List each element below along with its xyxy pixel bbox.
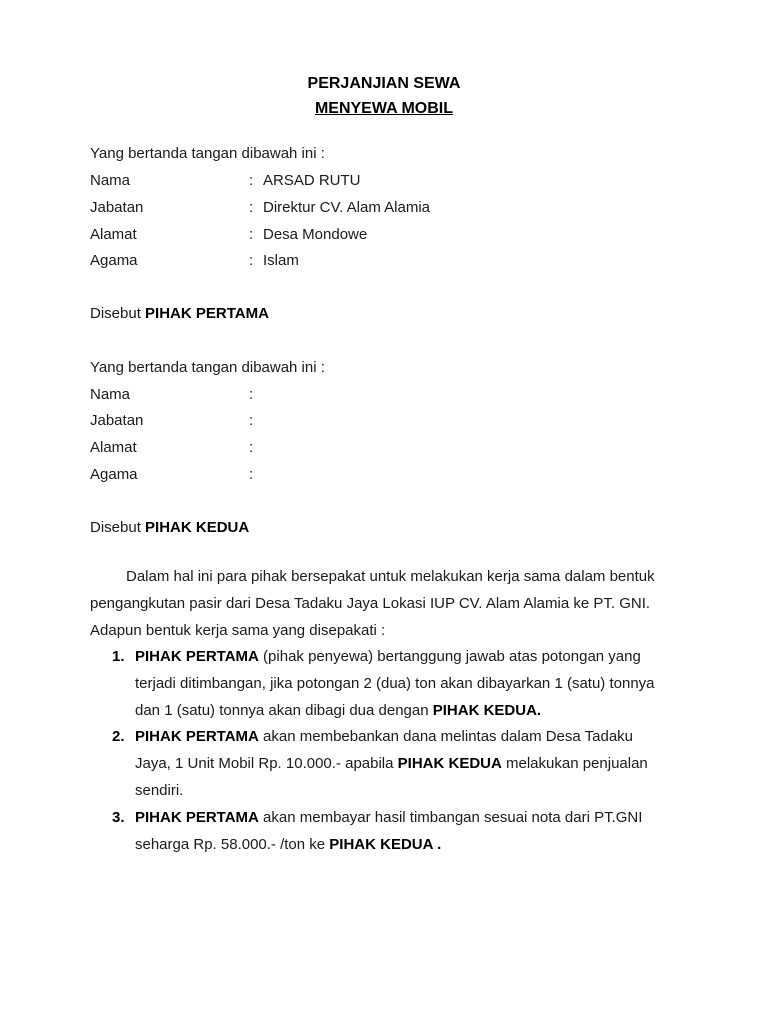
doc-title-line1: PERJANJIAN SEWA: [307, 75, 461, 92]
item-line: [135, 728, 633, 746]
field-colon: :: [249, 466, 254, 483]
item-line: [135, 809, 642, 827]
item-line: sendiri.: [135, 782, 184, 799]
item-line: [135, 755, 648, 773]
item-line: [135, 648, 641, 666]
field-value: ARSAD RUTU: [263, 172, 361, 189]
field-label: Jabatan: [90, 199, 144, 216]
field-value: Direktur CV. Alam Alamia: [263, 199, 431, 216]
field-label: Alamat: [90, 439, 137, 456]
item-text: akan membebankan dana melintas dalam Desa Tadaku: [258, 728, 634, 745]
item-party-bold: PIHAK PERTAMA: [135, 809, 259, 826]
item-text: Jaya, 1 Unit Mobil Rp. 10.000.- apabila: [135, 755, 398, 772]
disebut-prefix: Disebut: [90, 305, 141, 322]
field-colon: :: [249, 439, 254, 456]
item-number: 1.: [112, 648, 125, 665]
field-label: Nama: [90, 172, 131, 189]
doc-title-line2: MENYEWA MOBIL: [314, 100, 454, 117]
party2-name: PIHAK KEDUA: [145, 519, 250, 536]
item-line: [135, 836, 441, 854]
item-text: seharga Rp. 58.000.- /ton ke: [135, 836, 330, 853]
item-text: melakukan penjualan: [501, 755, 648, 772]
body-line-2: pengangkutan pasir dari Desa Tadaku Jaya Lokasi IUP CV. Alam Alamia ke PT. GNI.: [90, 595, 651, 612]
party1-name: PIHAK PERTAMA: [145, 305, 269, 322]
item-number: 2.: [112, 728, 125, 745]
field-colon: :: [249, 172, 254, 189]
body-line-3: Adapun bentuk kerja sama yang disepakati :: [90, 622, 386, 639]
party2-disebut: [90, 519, 249, 537]
item-party-bold: PIHAK KEDUA: [397, 755, 502, 772]
field-label: Nama: [90, 386, 131, 403]
party2-intro: Yang bertanda tangan dibawah ini :: [90, 359, 325, 376]
field-label: Agama: [90, 466, 138, 483]
field-colon: :: [249, 252, 254, 269]
item-party-bold: PIHAK PERTAMA: [135, 648, 259, 665]
body-line-1: Dalam hal ini para pihak bersepakat untuk melakukan kerja sama dalam bentuk: [126, 568, 655, 585]
field-colon: :: [249, 226, 254, 243]
item-party-bold: PIHAK KEDUA .: [329, 836, 442, 853]
party1-disebut: [90, 305, 269, 323]
field-label: Agama: [90, 252, 138, 269]
item-line: terjadi ditimbangan, jika potongan 2 (dua) ton akan dibayarkan 1 (satu) tonnya: [135, 675, 655, 692]
field-value: Desa Mondowe: [263, 226, 368, 243]
field-value: Islam: [263, 252, 299, 269]
item-text: (pihak penyewa) bertanggung jawab atas potongan yang: [258, 648, 641, 665]
item-line: [135, 702, 541, 720]
field-colon: :: [249, 412, 254, 429]
item-text: dan 1 (satu) tonnya akan dibagi dua dengan: [135, 702, 433, 719]
item-party-bold: PIHAK PERTAMA: [135, 728, 259, 745]
item-text: akan membayar hasil timbangan sesuai nota dari PT.GNI: [258, 809, 643, 826]
item-number: 3.: [112, 809, 125, 826]
item-party-bold: PIHAK KEDUA.: [432, 702, 542, 719]
field-label: Alamat: [90, 226, 137, 243]
field-colon: :: [249, 386, 254, 403]
party1-intro: Yang bertanda tangan dibawah ini :: [90, 145, 325, 162]
field-colon: :: [249, 199, 254, 216]
disebut-prefix: Disebut: [90, 519, 141, 536]
field-label: Jabatan: [90, 412, 144, 429]
